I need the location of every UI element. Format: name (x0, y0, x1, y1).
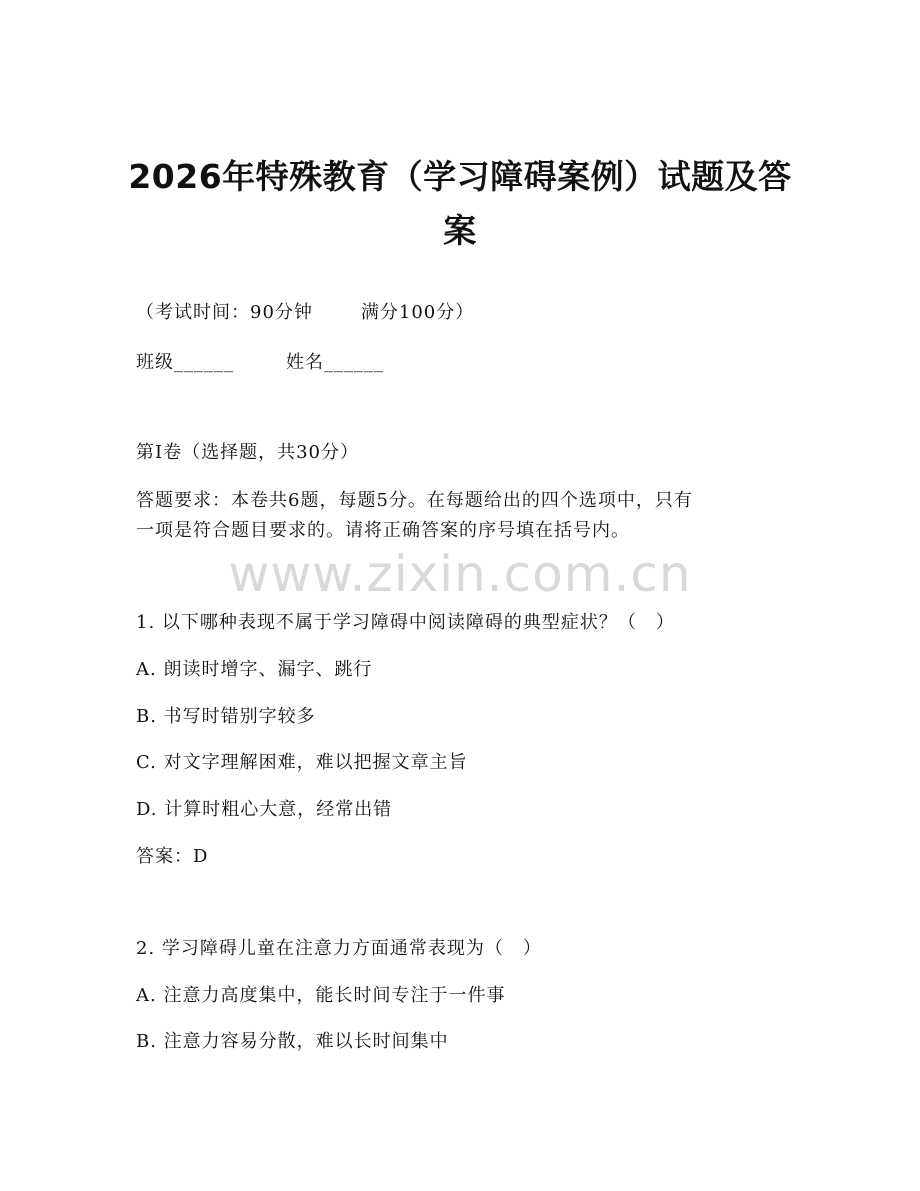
question-1-answer: 答案：D (136, 846, 209, 867)
question-2-option-a: A. 注意力高度集中，能长时间专注于一件事 (136, 985, 506, 1006)
question-1-stem: 1. 以下哪种表现不属于学习障碍中阅读障碍的典型症状？（ ） (136, 612, 675, 633)
exam-info (136, 300, 474, 326)
page-title (100, 150, 820, 258)
question-1-option-a: A. 朗读时增字、漏字、跳行 (136, 659, 373, 680)
instructions-line-1: 答题要求：本卷共6题，每题5分。在每题给出的四个选项中，只有 (136, 490, 693, 511)
instructions-line-2: 一项是符合题目要求的。请将正确答案的序号填在括号内。 (136, 520, 630, 541)
question-2-stem: 2. 学习障碍儿童在注意力方面通常表现为（ ） (136, 938, 542, 959)
watermark: www.zixin.com.cn (228, 545, 692, 603)
question-1-option-b: B. 书写时错别字较多 (136, 706, 316, 727)
class-field: 班级______ (136, 352, 234, 373)
exam-time: （考试时间：90分钟 (136, 302, 313, 323)
section-heading: 第I卷（选择题，共30分） (136, 442, 360, 463)
exam-score: 满分100分） (360, 302, 475, 323)
student-info (136, 350, 384, 376)
question-1-option-c: C. 对文字理解困难，难以把握文章主旨 (136, 752, 468, 773)
question-2-option-b: B. 注意力容易分散，难以长时间集中 (136, 1031, 449, 1052)
title-line-2: 案 (443, 211, 477, 250)
question-1-option-d: D. 计算时粗心大意，经常出错 (136, 799, 393, 820)
title-line-1: 2026年特殊教育（学习障碍案例）试题及答 (128, 157, 792, 196)
name-field: 姓名______ (286, 352, 384, 373)
